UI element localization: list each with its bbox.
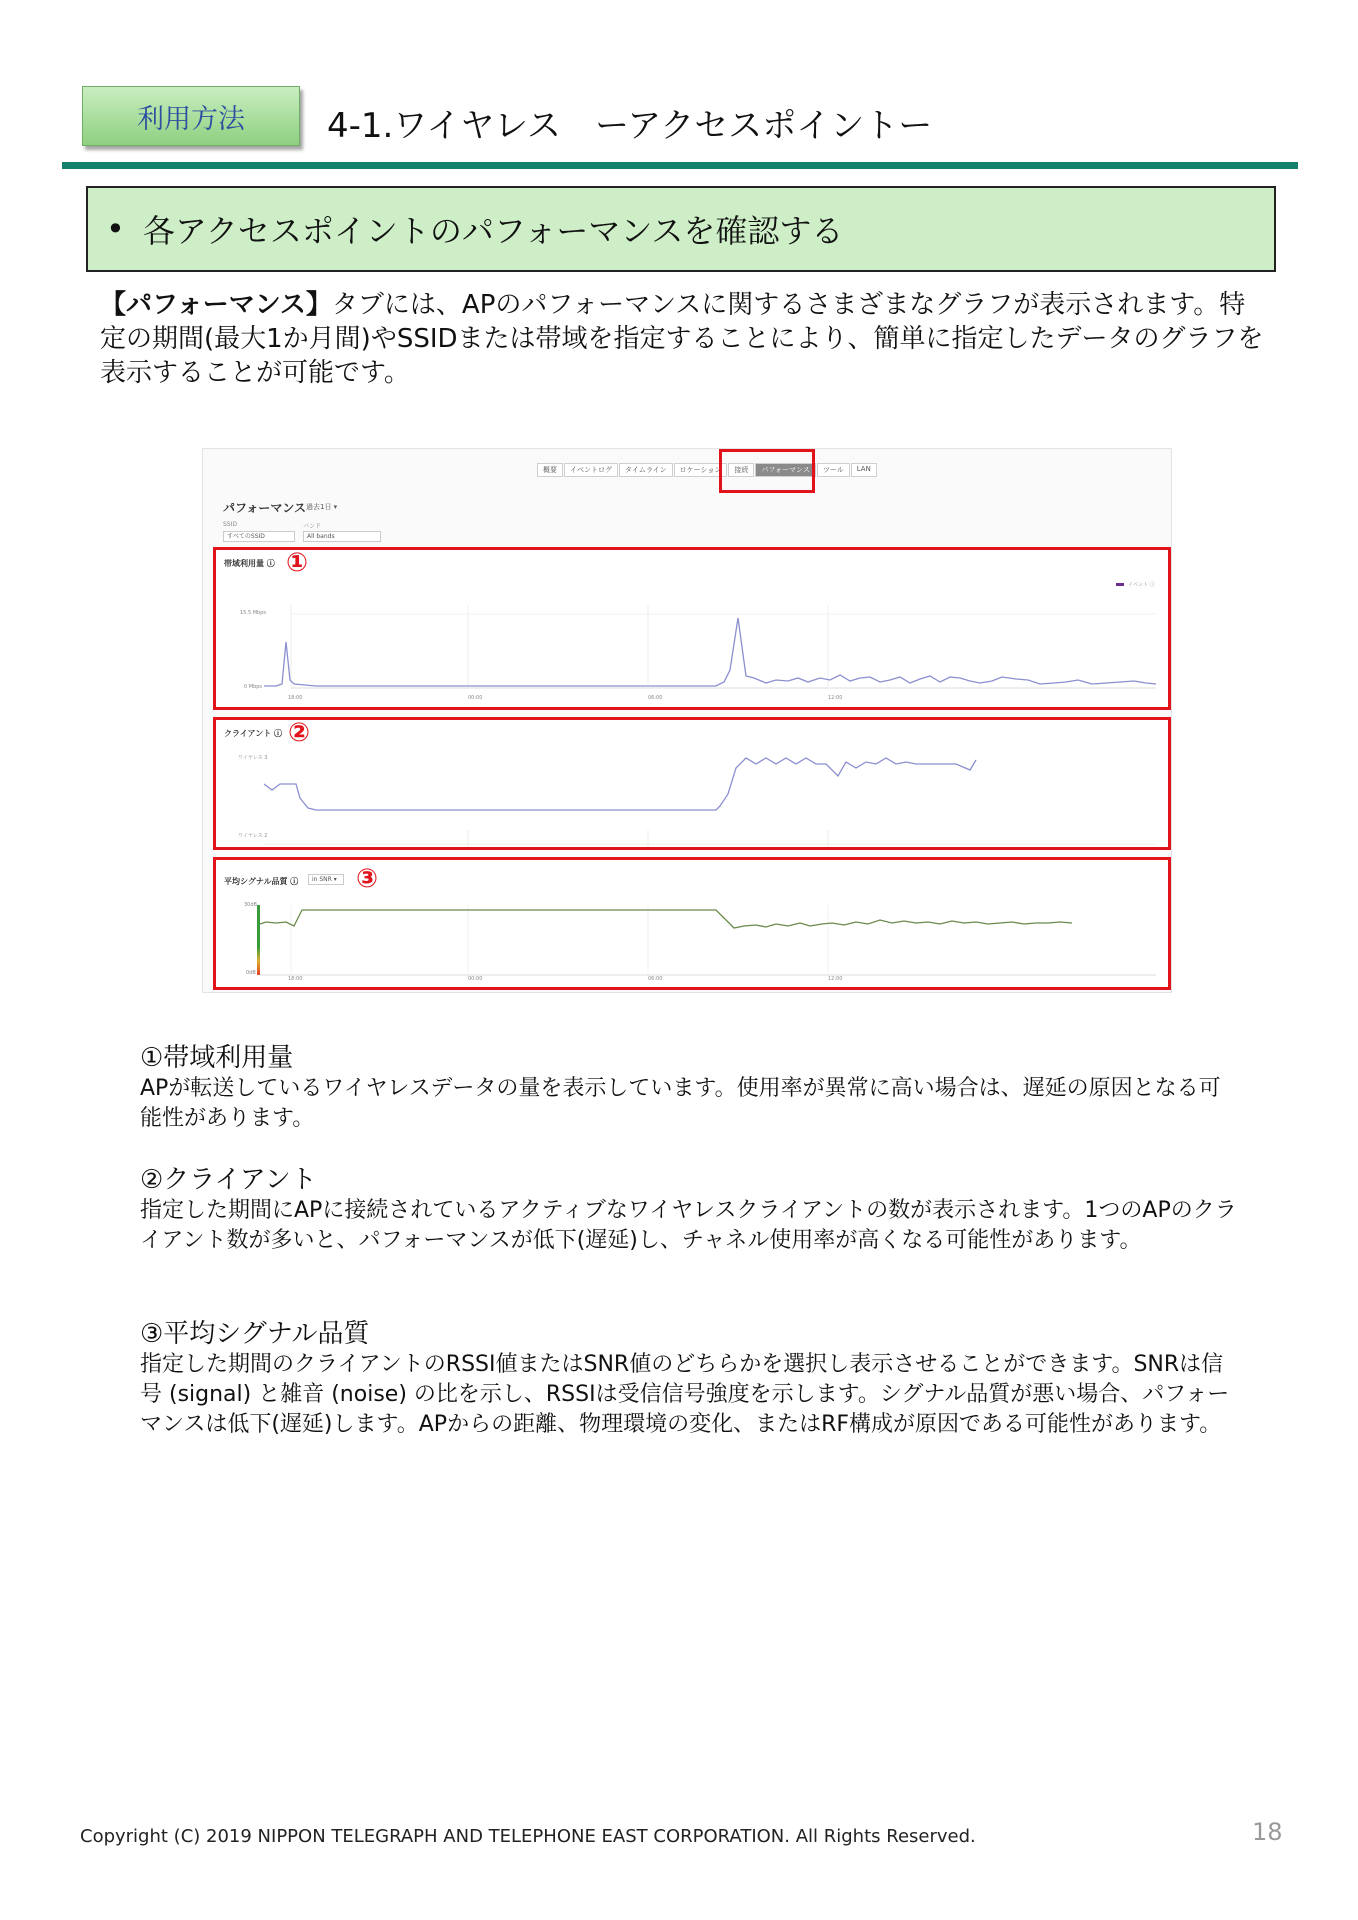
bandwidth-x-tick-1: 18:00 (288, 695, 303, 701)
tab-lan[interactable]: LAN (851, 463, 877, 477)
bandwidth-y-top: 15.5 Mbps (240, 610, 266, 616)
ssid-select[interactable]: すべてのSSID (223, 531, 295, 542)
marker-3: ③ (356, 864, 379, 894)
bandwidth-panel (213, 547, 1171, 710)
description-heading: ②クライアント (140, 1165, 317, 1195)
intro-paragraph (100, 288, 1270, 390)
description-body: 指定した期間にAPに接続されているアクティブなワイヤレスクライアントの数が表示されます。1つのAPのクライアント数が多いと、パフォーマンスが低下(遅延)し、チャネル使用率が高くなる可能性があります。 (140, 1198, 1237, 1253)
tab-bar (537, 463, 878, 477)
bandwidth-title: 帯域利用量 ⓘ (224, 559, 275, 568)
signal-x-tick-1: 18:00 (288, 976, 303, 982)
clients-title: クライアント ⓘ (224, 729, 282, 738)
clients-graph (216, 720, 1168, 847)
time-range-dropdown[interactable]: 過去1日 ▾ (306, 503, 338, 511)
section-heading: 各アクセスポイントのパフォーマンスを確認する (142, 212, 844, 250)
description-bandwidth (140, 1042, 1240, 1134)
bandwidth-x-tick-4: 12:00 (828, 695, 843, 701)
snr-selector[interactable]: in SNR ▾ (308, 874, 344, 885)
bandwidth-graph (216, 550, 1168, 707)
ssid-label: SSID (223, 521, 238, 528)
bandwidth-x-tick-3: 06:00 (648, 695, 663, 701)
marker-1: ① (286, 548, 309, 578)
clients-y-top: ワイヤレス 3 (238, 755, 268, 761)
marker-2: ② (288, 718, 311, 748)
bandwidth-x-tick-2: 00:00 (468, 695, 483, 701)
tab-connection[interactable]: 接続 (728, 463, 754, 477)
page-title: 4-1.ワイヤレス ーアクセスポイントー (327, 106, 933, 146)
tab-location[interactable]: ロケーション (674, 463, 728, 477)
intro-bold: 【パフォーマンス】 (100, 290, 332, 320)
signal-y-bottom: 0dB (246, 970, 256, 976)
bandwidth-y-bottom: 0 Mbps (244, 684, 263, 690)
signal-y-top: 30dB (244, 902, 257, 908)
event-legend-label: イベント ⓘ (1128, 582, 1155, 588)
clients-y-bottom: ワイヤレス 2 (238, 833, 268, 839)
title-rule (62, 162, 1298, 169)
signal-quality-panel (213, 857, 1171, 990)
tab-tools[interactable]: ツール (817, 463, 850, 477)
tab-performance[interactable]: パフォーマンス (755, 463, 815, 477)
usage-badge: 利用方法 (82, 86, 300, 146)
description-body: APが転送しているワイヤレスデータの量を表示しています。使用率が異常に高い場合は、遅延の原因となる可能性があります。 (140, 1076, 1221, 1131)
signal-quality-title: 平均シグナル品質 ⓘ (224, 877, 299, 886)
description-body: 指定した期間のクライアントのRSSI値またはSNR値のどちらかを選択し表示させることができます。SNRは信号 (signal) と雑音 (noise) の比を示し、RSSIは受信信号強度を示します。シグナル品質が悪い場合、パフォーマンスは低下(遅延)します。APからの距離、物理環境の変化、またはRF構成が原因である可能性があります。 (140, 1352, 1230, 1437)
description-signal-quality (140, 1318, 1240, 1440)
tab-timeline[interactable]: タイムライン (619, 463, 673, 477)
band-label: バンド (303, 523, 322, 530)
band-select[interactable]: All bands (303, 531, 381, 542)
description-heading: ①帯域利用量 (140, 1043, 294, 1073)
performance-title: パフォーマンス (223, 501, 307, 515)
signal-x-tick-4: 12:00 (828, 976, 843, 982)
performance-screenshot (202, 448, 1172, 993)
clients-panel (213, 717, 1171, 850)
description-clients (140, 1164, 1240, 1256)
signal-x-tick-2: 00:00 (468, 976, 483, 982)
copyright-footer: Copyright (C) 2019 NIPPON TELEGRAPH AND TELEPHONE EAST CORPORATION. All Rights Reserved. (80, 1826, 976, 1847)
bullet: • (106, 210, 125, 248)
intro-text: タブには、APのパフォーマンスに関するさまざまなグラフが表示されます。特定の期間(最大1か月間)やSSIDまたは帯域を指定することにより、簡単に指定したデータのグラフを表示することが可能です。 (100, 290, 1264, 388)
signal-quality-graph (216, 860, 1168, 987)
signal-x-tick-3: 06:00 (648, 976, 663, 982)
tab-highlight-box (719, 449, 815, 493)
page-number: 18 (1252, 1818, 1283, 1846)
description-heading: ③平均シグナル品質 (140, 1319, 370, 1349)
section-heading-box (86, 186, 1276, 272)
tab-event-log[interactable]: イベントログ (564, 463, 618, 477)
tab-overview[interactable]: 概要 (537, 463, 563, 477)
